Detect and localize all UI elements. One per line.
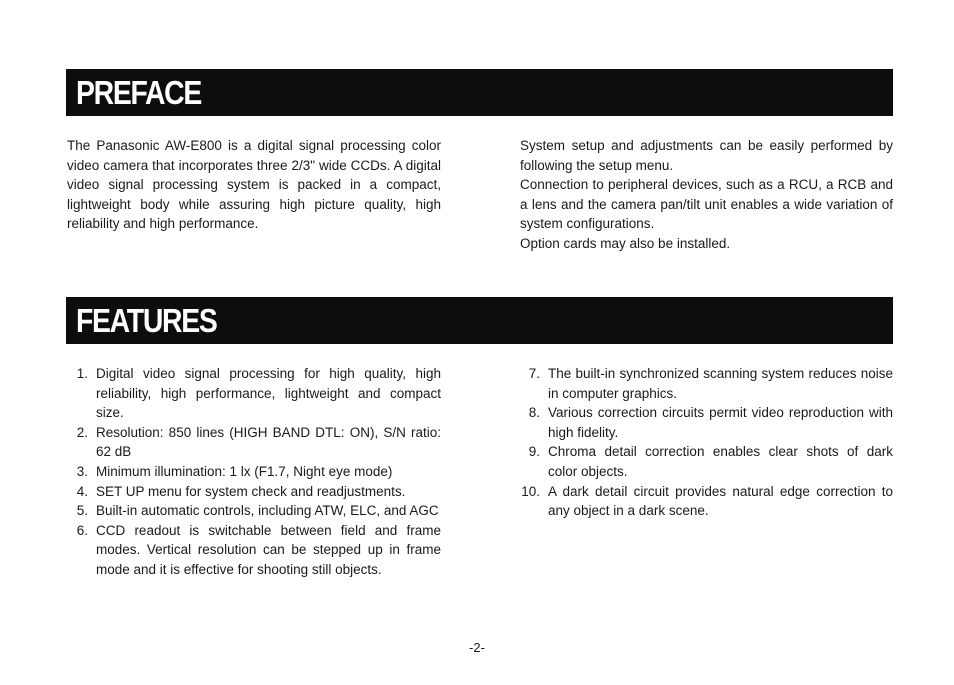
feature-item — [518, 442, 893, 481]
feature-number: 7. — [528, 366, 540, 381]
features-header-bar — [66, 297, 893, 344]
features-list-left — [66, 364, 441, 580]
feature-number: 3. — [76, 463, 88, 479]
feature-number: 6. — [76, 522, 88, 538]
feature-number: 4. — [76, 483, 88, 499]
feature-text: Minimum illumination: 1 lx (F1.7, Night eye mode) — [96, 463, 393, 479]
page-number: -2- — [469, 640, 485, 655]
feature-text: Built-in automatic controls, including ATW, ELC, and AGC — [96, 503, 439, 519]
preface-right-column — [520, 136, 893, 254]
feature-number: 10. — [521, 483, 540, 499]
feature-text: Resolution: 850 lines (HIGH BAND DTL: ON), S/N ratio: 62 dB — [96, 424, 441, 460]
preface-connection-paragraph: Connection to peripheral devices, such as a RCU, a RCB and a lens and the camera pan/tilt unit enables a wide variation of system configurations. — [520, 177, 893, 232]
feature-text: Chroma detail correction enables clear shots of dark color objects. — [548, 444, 893, 479]
feature-item — [66, 482, 441, 502]
feature-number: 5. — [76, 503, 88, 519]
feature-item — [518, 403, 893, 442]
feature-item — [66, 521, 441, 580]
feature-number: 8. — [528, 405, 540, 421]
features-heading: FEATURES — [76, 302, 217, 339]
feature-text: The built-in synchronized scanning system reduces noise in computer graphics. — [548, 366, 893, 401]
features-list-right — [518, 364, 893, 521]
feature-text: CCD readout is switchable between field and frame modes. Vertical resolution can be stepped up in frame mode and it is effective for shooting still objects. — [96, 522, 441, 577]
feature-item — [66, 423, 441, 462]
feature-item — [66, 364, 441, 423]
feature-item — [66, 462, 441, 482]
feature-number: 2. — [76, 424, 88, 440]
preface-intro-paragraph: The Panasonic AW-E800 is a digital signal processing color video camera that incorporates three 2/3" wide CCDs. A digital video signal processing system is packed in a compact, lightweight body while assuring high picture quality, high reliability and high performance. — [67, 138, 441, 232]
feature-number: 9. — [528, 444, 540, 460]
preface-option-paragraph: Option cards may also be installed. — [520, 235, 731, 251]
preface-left-column — [67, 136, 441, 234]
feature-item — [518, 364, 893, 403]
preface-heading: PREFACE — [76, 74, 202, 111]
feature-text: Various correction circuits permit video reproduction with high fidelity. — [548, 405, 893, 440]
feature-item — [518, 482, 893, 521]
feature-text: SET UP menu for system check and readjustments. — [96, 483, 406, 499]
preface-setup-paragraph: System setup and adjustments can be easily performed by following the setup menu. — [520, 138, 893, 173]
preface-header-bar — [66, 69, 893, 116]
feature-number: 1. — [76, 366, 88, 381]
feature-item — [66, 501, 441, 521]
feature-text: A dark detail circuit provides natural edge correction to any object in a dark scene. — [548, 483, 893, 519]
feature-text: Digital video signal processing for high quality, high reliability, high performance, lightweight and compact size. — [96, 366, 441, 421]
